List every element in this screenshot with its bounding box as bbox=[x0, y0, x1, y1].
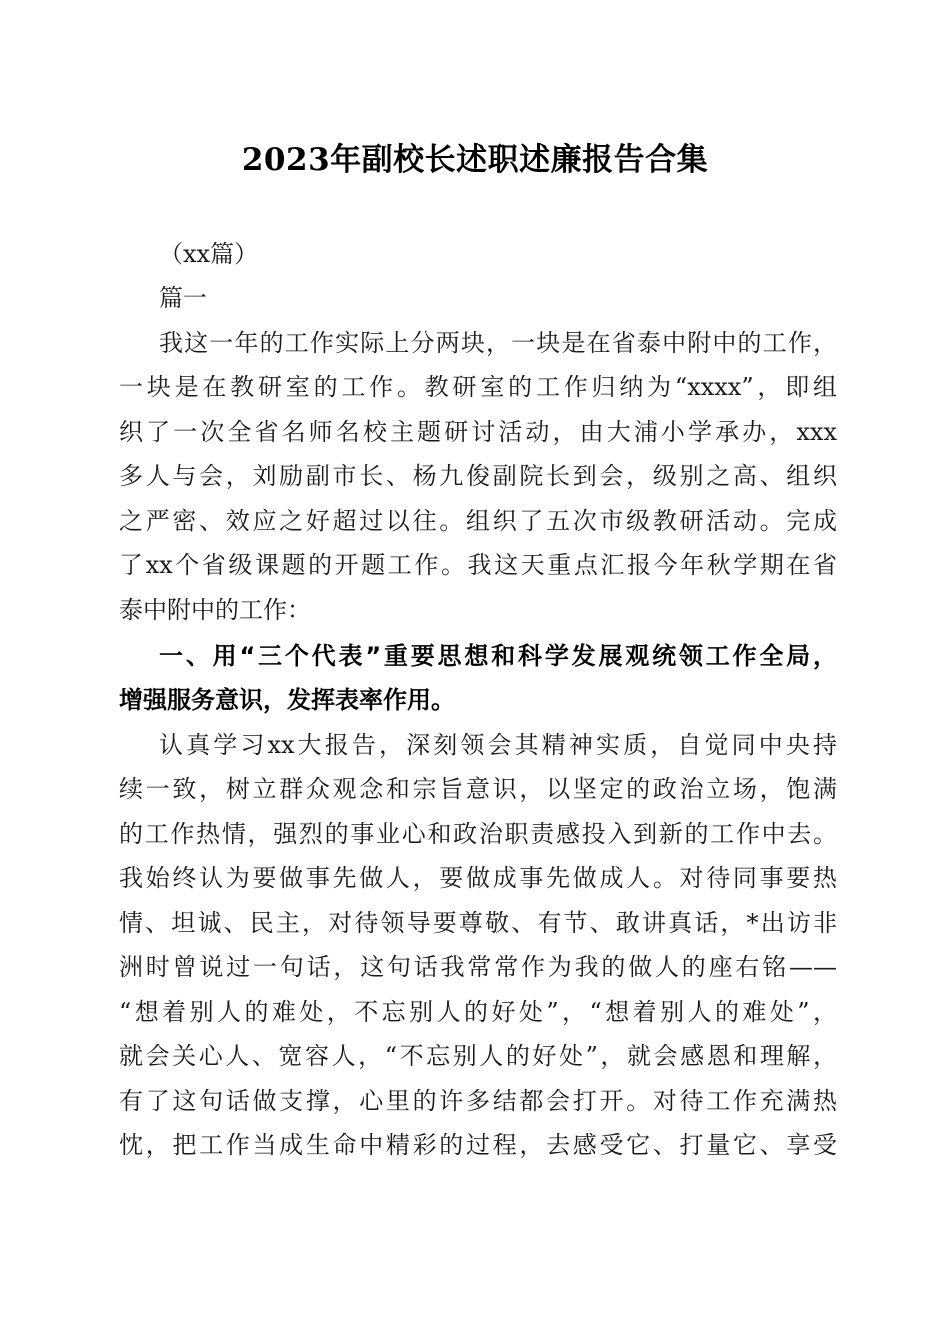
document-subtitle: （xx篇） bbox=[159, 240, 259, 268]
paragraph-line: 一块是在教研室的工作。教研室的工作归纳为“xxxx”，即组 bbox=[119, 373, 837, 401]
paragraph-line: 织了一次全省名师名校主题研讨活动，由大浦小学承办，xxx bbox=[119, 418, 837, 446]
section-heading: 一、用“三个代表”重要思想和科学发展观统领工作全局， bbox=[159, 642, 837, 670]
paragraph-line: 我这一年的工作实际上分两块，一块是在省泰中附中的工作， bbox=[159, 329, 837, 357]
paragraph-line: 情、坦诚、民主，对待领导要尊敬、有节、敢讲真话，*出访非 bbox=[119, 909, 837, 937]
section-label: 篇一 bbox=[159, 284, 207, 312]
paragraph-line: 了xx个省级课题的开题工作。我这天重点汇报今年秋学期在省 bbox=[119, 551, 837, 579]
paragraph-line: “想着别人的难处，不忘别人的好处”，“想着别人的难处”， bbox=[119, 998, 837, 1026]
paragraph-line: 洲时曾说过一句话，这句话我常常作为我的做人的座右铭—— bbox=[119, 953, 837, 981]
paragraph-line: 多人与会，刘励副市长、杨九俊副院长到会，级别之高、组织 bbox=[119, 462, 837, 490]
paragraph-line: 认真学习xx大报告，深刻领会其精神实质，自觉同中央持 bbox=[159, 731, 837, 759]
paragraph-line: 有了这句话做支撑，心里的许多结都会打开。对待工作充满热 bbox=[119, 1087, 837, 1115]
paragraph-line: 之严密、效应之好超过以往。组织了五次市级教研活动。完成 bbox=[119, 507, 837, 535]
document-title: 2023年副校长述职述廉报告合集 bbox=[241, 142, 709, 178]
paragraph-line: 的工作热情，强烈的事业心和政治职责感投入到新的工作中去。 bbox=[119, 820, 837, 848]
paragraph-line: 我始终认为要做事先做人，要做成事先做成人。对待同事要热 bbox=[119, 864, 837, 892]
paragraph-line: 就会关心人、宽容人，“不忘别人的好处”，就会感恩和理解， bbox=[119, 1042, 837, 1070]
paragraph-line: 忱，把工作当成生命中精彩的过程，去感受它、打量它、享受 bbox=[119, 1131, 837, 1159]
paragraph-line: 续一致，树立群众观念和宗旨意识，以坚定的政治立场，饱满 bbox=[119, 775, 837, 803]
section-heading: 增强服务意识，发挥表率作用。 bbox=[119, 686, 455, 714]
paragraph-line: 泰中附中的工作： bbox=[119, 596, 311, 624]
